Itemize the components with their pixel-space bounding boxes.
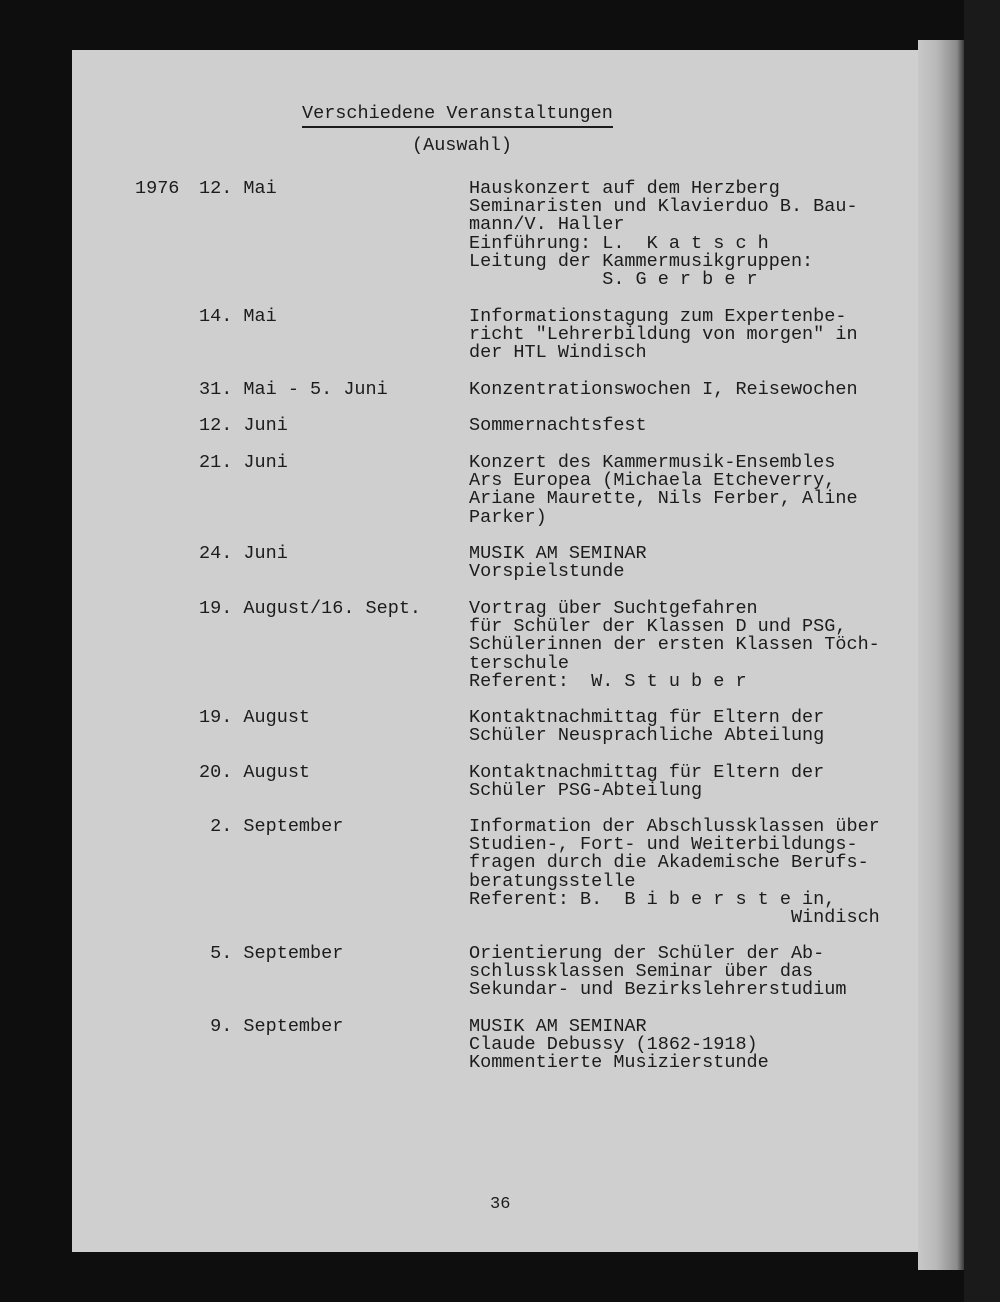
page-subtitle: (Auswahl): [412, 135, 512, 156]
event-date: 9. September: [199, 1016, 344, 1037]
event-date: 12. Mai: [199, 178, 277, 199]
event-description: Orientierung der Schüler der Ab- schlussklassen Seminar über das Sekundar- und Bezirkslehrerstudium: [469, 943, 847, 1001]
event-date: 21. Juni: [199, 452, 288, 473]
event-description: Konzentrationswochen I, Reisewochen: [469, 379, 858, 400]
event-description: Hauskonzert auf dem Herzberg Seminaristen und Klavierduo B. Bau- mann/V. Haller Einführung: L. K a t s c h Leitung der Kammermusikgruppen: S. G e r b e r: [469, 178, 858, 291]
event-description: Konzert des Kammermusik-Ensembles Ars Europea (Michaela Etcheverry, Ariane Maurette, Nils Ferber, Aline Parker): [469, 452, 858, 528]
page-title: Verschiedene Veranstaltungen: [302, 103, 613, 128]
event-date: 5. September: [199, 943, 344, 964]
year-label: 1976: [135, 178, 180, 199]
event-description: MUSIK AM SEMINAR Vorspielstunde: [469, 543, 647, 583]
event-description: Informationstagung zum Expertenbe- richt "Lehrerbildung von morgen" in der HTL Windisch: [469, 306, 858, 364]
event-date: 31. Mai - 5. Juni: [199, 379, 388, 400]
event-description: Kontaktnachmittag für Eltern der Schüler PSG-Abteilung: [469, 762, 825, 802]
scan-border: [964, 0, 1000, 1302]
event-description: MUSIK AM SEMINAR Claude Debussy (1862-1918) Kommentierte Musizierstunde: [469, 1016, 769, 1074]
event-date: 20. August: [199, 762, 311, 783]
book-spine: [918, 40, 964, 1270]
event-date: 19. August/16. Sept.: [199, 598, 422, 619]
event-description: Sommernachtsfest: [469, 415, 647, 436]
event-date: 24. Juni: [199, 543, 288, 564]
event-description: Kontaktnachmittag für Eltern der Schüler Neusprachliche Abteilung: [469, 707, 825, 747]
event-date: 19. August: [199, 707, 311, 728]
event-date: 2. September: [199, 816, 344, 837]
event-date: 12. Juni: [199, 415, 288, 436]
event-description: Vortrag über Suchtgefahren für Schüler der Klassen D und PSG, Schülerinnen der ersten Klassen Töch- terschule Referent: W. S t u b e r: [469, 598, 880, 692]
page-number: 36: [490, 1195, 511, 1214]
event-description: Information der Abschlussklassen über Studien-, Fort- und Weiterbildungs- fragen durch die Akademische Berufs- beratungsstelle Referent: B. B i b e r s t e in, Windisch: [469, 816, 880, 929]
event-date: 14. Mai: [199, 306, 277, 327]
